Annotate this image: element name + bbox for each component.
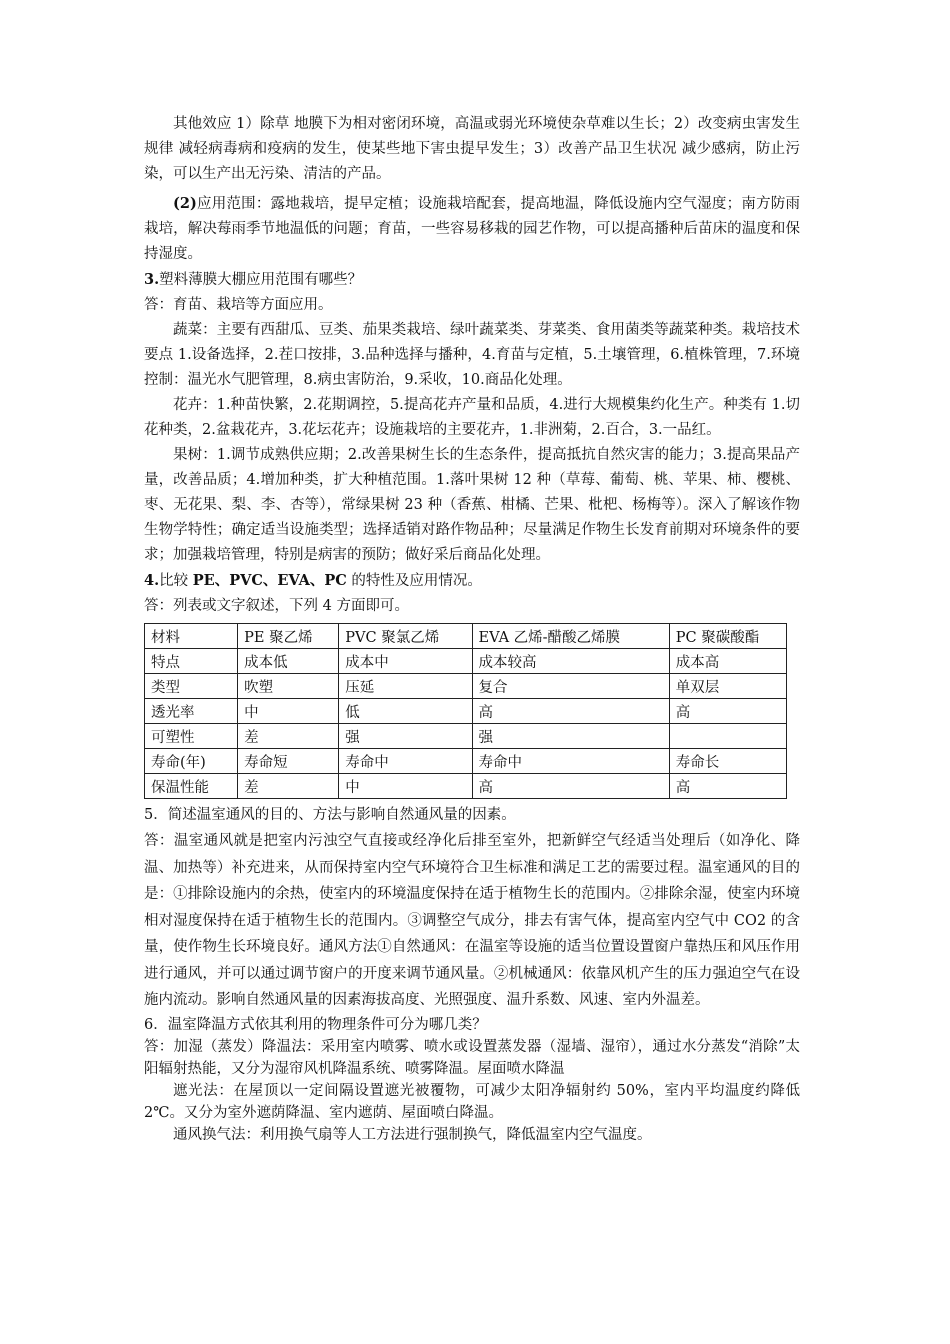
table-cell: 差 [238, 774, 339, 799]
table-cell: 高 [472, 774, 669, 799]
question-text: 塑料薄膜大棚应用范围有哪些？ [159, 272, 363, 288]
answer-3: 答：育苗、栽培等方面应用。 [144, 297, 333, 313]
table-cell: 寿命短 [238, 749, 339, 774]
table-cell [669, 724, 786, 749]
answer-4: 答：列表或文字叙述，下列 4 方面即可。 [144, 598, 409, 614]
paragraph-vegetables: 蔬菜：主要有西甜瓜、豆类、茄果类栽培、绿叶蔬菜类、芽菜类、食用菌类等蔬菜种类。栽培技术要点 1.设备选择，2.茬口按排，3.品种选择与播种，4.育苗与定植，5.土壤管理，6.植株管理，7.环境控制：温光水气肥管理，8.病虫害防治，9.采收，10.商品化处理。 [144, 322, 800, 388]
table-row [145, 774, 787, 799]
table-cell: 高 [472, 699, 669, 724]
table-cell: 高 [669, 699, 786, 724]
table-cell: 材料 [145, 624, 238, 649]
question-5: 5．简述温室通风的目的、方法与影响自然通风量的因素。 [144, 807, 516, 823]
paragraph-text: 应用范围：露地栽培，提早定植；设施栽培配套，提高地温，降低设施内空气湿度；南方防雨栽培，解决莓雨季节地温低的问题；育苗，一些容易移栽的园艺作物，可以提高播种后苗床的温度和保持湿度。 [144, 196, 800, 262]
table-cell: 保温性能 [145, 774, 238, 799]
question-text: 比较 [159, 573, 193, 589]
question-number: 3. [144, 271, 160, 288]
question-text: 的特性及应用情况。 [346, 573, 482, 589]
table-row [145, 649, 787, 674]
table-cell: 吹塑 [238, 674, 339, 699]
table-cell: 复合 [472, 674, 669, 699]
table-cell: 高 [669, 774, 786, 799]
paragraph-application-scope [144, 191, 800, 267]
table-cell: PC 聚碳酸酯 [669, 624, 786, 649]
table-cell: 差 [238, 724, 339, 749]
table-row [145, 699, 787, 724]
table-cell: 单双层 [669, 674, 786, 699]
table-row [145, 724, 787, 749]
table-cell: 寿命中 [472, 749, 669, 774]
question-4 [144, 568, 800, 594]
table-row [145, 674, 787, 699]
materials-table [144, 623, 787, 799]
paragraph-fruit-trees: 果树：1.调节成熟供应期；2.改善果树生长的生态条件，提高抵抗自然灾害的能力；3.提高果品产量，改善品质；4.增加种类，扩大种植范围。1.落叶果树 12 种（草莓、葡萄、桃、苹果、柿、樱桃、枣、无花果、梨、李、杏等），常绿果树 23 种（香蕉、柑橘、芒果、枇杷、杨梅等）。深入了解该作物生物学特性；确定适当设施类型；选择适销对路作物品种；尽量满足作物生长发育前期对环境条件的要求；加强栽培管理，特别是病害的预防；做好采后商品化处理。 [144, 447, 800, 563]
table-cell: 成本中 [339, 649, 472, 674]
paragraph-flowers: 花卉：1.种苗快繁，2.花期调控，5.提高花卉产量和品质，4.进行大规模集约化生产。种类有 1.切花种类，2.盆栽花卉，3.花坛花卉；设施栽培的主要花卉，1.非洲菊，2.百合，3.一品红。 [144, 397, 800, 438]
document-page [144, 112, 800, 1146]
table-cell: 强 [339, 724, 472, 749]
table-cell: 中 [238, 699, 339, 724]
table-cell: 特点 [145, 649, 238, 674]
question-number: 4. [144, 572, 160, 589]
table-cell: 寿命(年) [145, 749, 238, 774]
table-cell: 类型 [145, 674, 238, 699]
question-3 [144, 267, 800, 293]
answer-5: 答：温室通风就是把室内污浊空气直接或经净化后排至室外，把新鲜空气经适当处理后（如净化、降温、加热等）补充进来，从而保持室内空气环境符合卫生标准和满足工艺的需要过程。温室通风的目的是：①排除设施内的余热，使室内的环境温度保持在适于植物生长的范围内。②排除余湿，使室内环境相对湿度保持在适于植物生长的范围内。③调整空气成分，排去有害气体，提高室内空气中 CO2 的含量，使作物生长环境良好。通风方法①自然通风：在温室等设施的适当位置设置窗户靠热压和风压作用进行通风，并可以通过调节窗户的开度来调节通风量。②机械通风：依靠风机产生的压力强迫空气在设施内流动。影响自然通风量的因素海拔高度、光照强度、温升系数、风速、室内外温差。 [144, 833, 800, 1008]
table-row [145, 749, 787, 774]
table-cell: 透光率 [145, 699, 238, 724]
item-number: (2) [173, 195, 197, 212]
table-cell: EVA 乙烯-醋酸乙烯膜 [472, 624, 669, 649]
table-cell: 低 [339, 699, 472, 724]
table-cell: PE 聚乙烯 [238, 624, 339, 649]
question-terms: PE、PVC、EVA、PC [192, 572, 347, 589]
table-cell: 寿命中 [339, 749, 472, 774]
table-cell: 强 [472, 724, 669, 749]
paragraph-ventilation: 通风换气法：利用换气扇等人工方法进行强制换气，降低温室内空气温度。 [173, 1126, 652, 1143]
table-cell: 寿命长 [669, 749, 786, 774]
table-cell: 成本低 [238, 649, 339, 674]
answer-6: 答：加湿（蒸发）降温法：采用室内喷雾、喷水或设置蒸发器（湿墙、湿帘），通过水分蒸发“消除”太阳辐射热能，又分为湿帘风机降温系统、喷雾降温。屋面喷水降温 [144, 1038, 800, 1077]
table-cell: 可塑性 [145, 724, 238, 749]
question-6: 6．温室降温方式依其利用的物理条件可分为哪几类？ [144, 1016, 487, 1033]
paragraph-shading: 遮光法：在屋顶以一定间隔设置遮光被覆物，可减少太阳净辐射约 50%，室内平均温度约降低 2℃。又分为室外遮荫降温、室内遮荫、屋面喷白降温。 [144, 1082, 800, 1121]
table-cell: 压延 [339, 674, 472, 699]
table-cell: 成本较高 [472, 649, 669, 674]
table-cell: 成本高 [669, 649, 786, 674]
paragraph-other-effects: 其他效应 1）除草 地膜下为相对密闭环境，高温或弱光环境使杂草难以生长；2）改变病虫害发生规律 减轻病毒病和疫病的发生，使某些地下害虫提早发生；3）改善产品卫生状况 减少感病，防止污染，可以生产出无污染、清洁的产品。 [144, 116, 800, 182]
table-header-row [145, 624, 787, 649]
table-cell: 中 [339, 774, 472, 799]
table-cell: PVC 聚氯乙烯 [339, 624, 472, 649]
